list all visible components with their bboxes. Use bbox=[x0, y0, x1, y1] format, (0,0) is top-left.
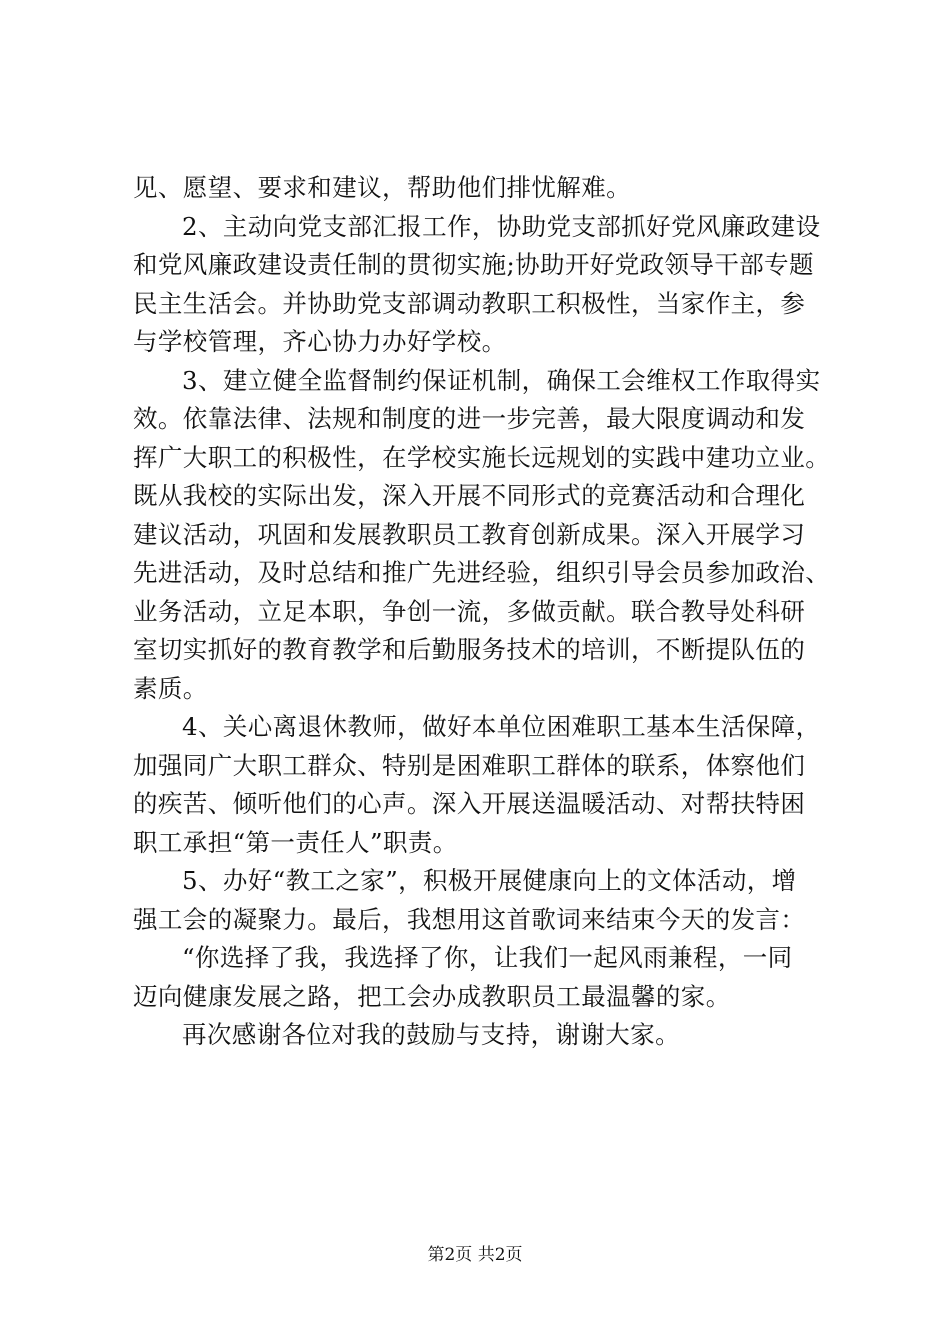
paragraph-5-start: 5、办好“教工之家”，积极开展健康向上的文体活动，增 bbox=[182, 866, 797, 895]
text-line: 既从我校的实际出发，深入开展不同形式的竞赛活动和合理化 bbox=[133, 481, 806, 510]
paragraph-3-start: 3、建立健全监督制约保证机制，确保工会维权工作取得实 bbox=[182, 365, 821, 395]
closing-line: 再次感谢各位对我的鼓励与支持，谢谢大家。 bbox=[182, 1020, 680, 1049]
text-line: 业务活动，立足本职，争创一流，多做贡献。联合教导处科研 bbox=[133, 596, 806, 626]
text-line: 民主生活会。并协助党支部调动教职工积极性，当家作主，参 bbox=[133, 288, 806, 318]
text-line: 建议活动，巩固和发展教职员工教育创新成果。深入开展学习 bbox=[133, 519, 806, 549]
text-line: 的疾苦、倾听他们的心声。深入开展送温暖活动、对帮扶特困 bbox=[133, 789, 806, 818]
text-line: 素质。 bbox=[133, 673, 208, 703]
paragraph-2-start: 2、主动向党支部汇报工作，协助党支部抓好党风廉政建设 bbox=[182, 211, 821, 241]
text-line: 强工会的凝聚力。最后，我想用这首歌词来结束今天的发言： bbox=[133, 904, 806, 934]
text-line: 与学校管理，齐心协力办好学校。 bbox=[133, 327, 507, 356]
text-line: 挥广大职工的积极性，在学校实施长远规划的实践中建功立业。 bbox=[133, 442, 831, 472]
text-line: 先进活动，及时总结和推广先进经验，组织引导会员参加政治、 bbox=[133, 558, 831, 587]
text-line: 见、愿望、要求和建议，帮助他们排忧解难。 bbox=[133, 173, 631, 202]
quote-start: “你选择了我，我选择了你，让我们一起风雨兼程，一同 bbox=[182, 943, 793, 972]
text-line: 效。依靠法律、法规和制度的进一步完善，最大限度调动和发 bbox=[133, 404, 806, 433]
text-line: 和党风廉政建设责任制的贯彻实施;协助开好党政领导干部专题 bbox=[133, 250, 814, 279]
page-number: 第2页 共2页 bbox=[427, 1245, 523, 1265]
text-line: 加强同广大职工群众、特别是困难职工群体的联系，体察他们 bbox=[133, 750, 806, 780]
paragraph-4-start: 4、关心离退休教师，做好本单位困难职工基本生活保障， bbox=[182, 712, 821, 741]
text-line: 迈向健康发展之路，把工会办成教职员工最温馨的家。 bbox=[133, 981, 731, 1011]
text-line: 职工承担“第一责任人”职责。 bbox=[133, 827, 458, 857]
text-line: 室切实抓好的教育教学和后勤服务技术的培训，不断提队伍的 bbox=[133, 635, 806, 664]
document-body bbox=[133, 169, 833, 1055]
